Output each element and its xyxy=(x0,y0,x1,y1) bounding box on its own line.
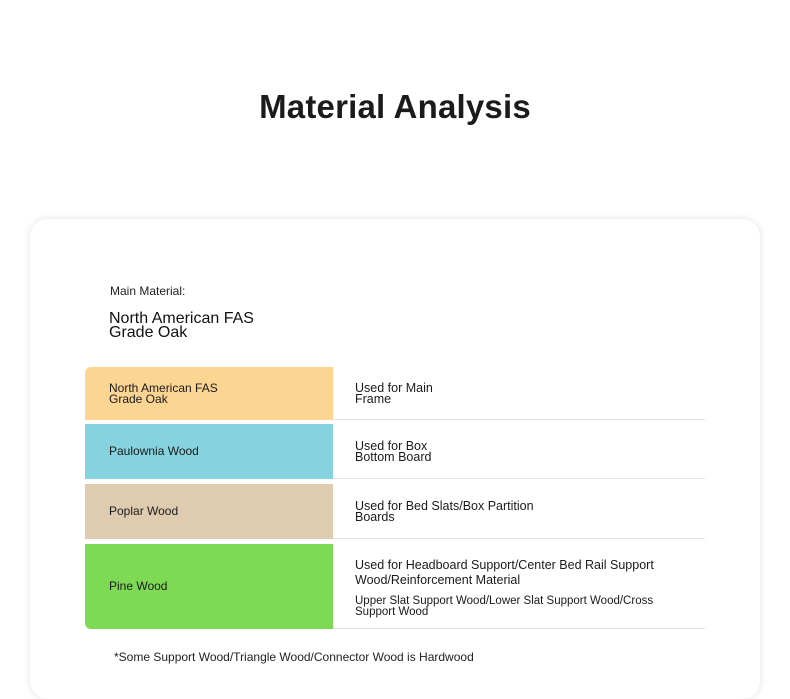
row-divider xyxy=(333,538,705,539)
material-usage-cell xyxy=(333,544,705,629)
main-material-value: North American FAS Grade Oak xyxy=(109,310,254,341)
material-name-cell xyxy=(85,367,333,420)
material-name: Paulownia Wood xyxy=(109,444,199,458)
page-title: Material Analysis xyxy=(259,88,531,125)
row-divider xyxy=(333,628,705,629)
material-name-cell xyxy=(85,424,333,479)
material-row-poplar xyxy=(85,484,705,539)
material-usage-cell xyxy=(333,484,705,539)
row-divider xyxy=(333,419,705,420)
material-name: North American FAS Grade Oak xyxy=(109,380,218,406)
material-usage: Used for Headboard Support/Center Bed Rail Support Wood/Reinforcement Material xyxy=(355,558,654,587)
material-usage: Used for Main Frame xyxy=(355,380,433,406)
material-usage-cell xyxy=(333,424,705,479)
material-row-paulownia xyxy=(85,424,705,479)
material-row-pine xyxy=(85,544,705,629)
material-usage-secondary: Upper Slat Support Wood/Lower Slat Support Wood/Cross Support Wood xyxy=(355,595,654,618)
material-usage: Used for Box Bottom Board xyxy=(355,438,432,464)
material-name: Poplar Wood xyxy=(109,504,179,518)
row-divider xyxy=(333,478,705,479)
material-name: Pine Wood xyxy=(109,579,168,593)
materials-table xyxy=(85,367,705,629)
material-card xyxy=(30,219,760,699)
material-row-oak xyxy=(85,367,705,420)
main-material-label: Main Material: xyxy=(110,284,186,298)
material-name-cell xyxy=(85,544,333,629)
footnote: *Some Support Wood/Triangle Wood/Connector Wood is Hardwood xyxy=(114,650,474,664)
material-usage-cell xyxy=(333,367,705,420)
material-usage: Used for Bed Slats/Box Partition Boards xyxy=(355,498,534,524)
material-name-cell xyxy=(85,484,333,539)
